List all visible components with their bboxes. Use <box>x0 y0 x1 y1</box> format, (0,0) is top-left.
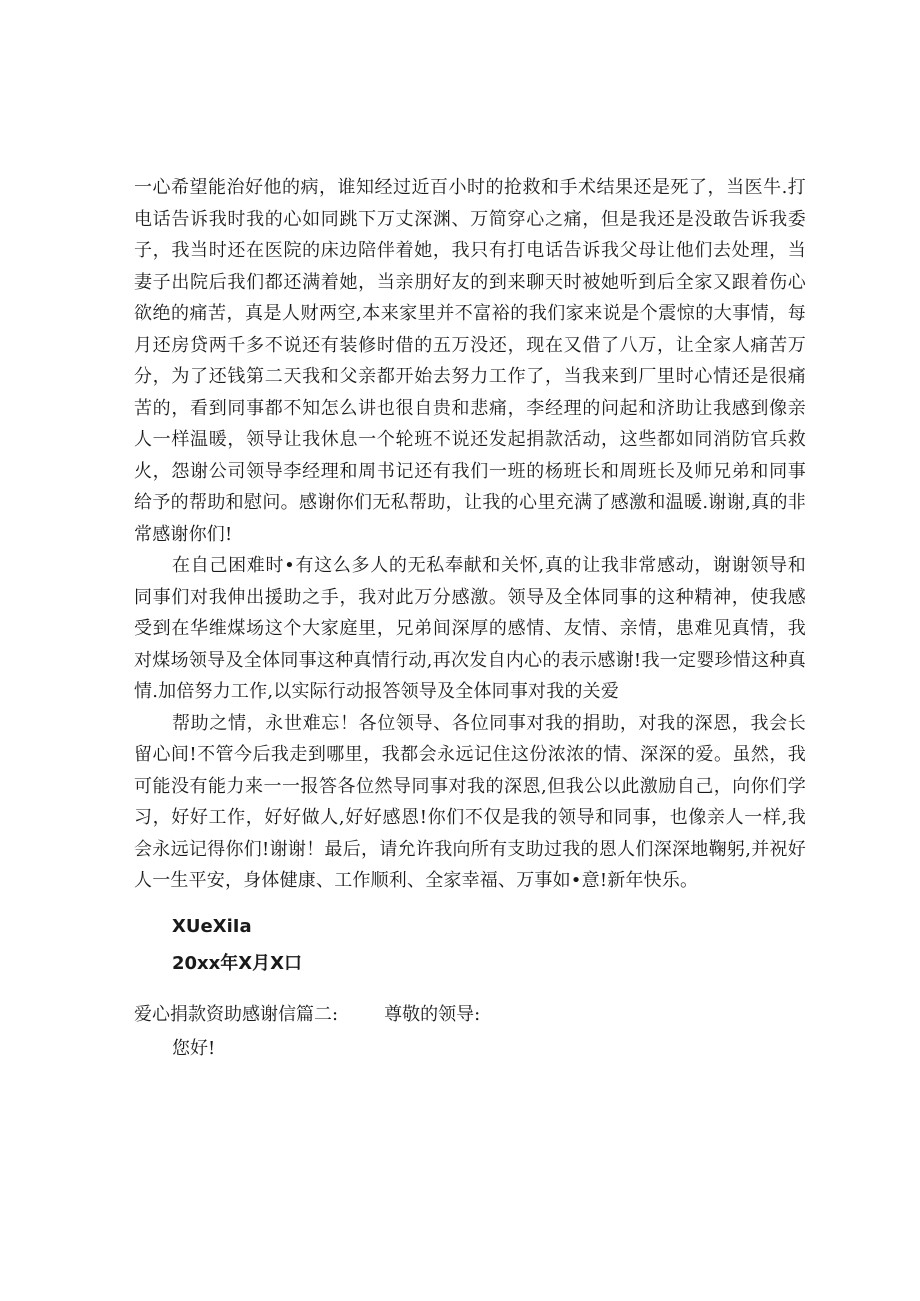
letter-page <box>134 172 806 1064</box>
body-paragraph-1: 一心希望能治好他的病，谁知经过近百小时的抢救和手术结果还是死了，当医牛.打电话告诉我时我的心如同跳下万丈深渊、万简穿心之痛，但是我还是没敢告诉我委子，我当时还在医院的床边陪伴着她，我只有打电话告诉我父母让他们去处理，当妻子出院后我们都还满着她，当亲朋好友的到来聊天时被她听到后全家又跟着伤心欲绝的痛苦，真是人财两空,本来家里并不富裕的我们家来说是个震惊的大事情，每月还房贷两千多不说还有装修时借的五万没还，现在又借了八万，让全家人痛苦万分，为了还钱第二天我和父亲都开始去努力工作了，当我来到厂里时心情还是很痛苦的，看到同事都不知怎么讲也很自贵和悲痛，李经理的问起和济助让我感到像亲人一样温暖，领导让我休息一个轮班不说还发起捐款活动，这些都如同消防官兵救火，怨谢公司领导李经理和周书记还有我们一班的杨班长和周班长及师兄弟和同事给予的帮助和慰问。感谢你们无私帮助，让我的心里充满了感激和温暖.谢谢,真的非常感谢你们! <box>134 177 806 545</box>
body-paragraph-2: 在自己困难时•有这么多人的无私奉献和关怀,真的让我非常感动，谢谢领导和同事们对我伸出援助之手，我对此万分感激。领导及全体同事的这种精神，使我感受到在华维煤场这个大家庭里，兄弟间深厚的感情、友情、亲情，患难见真情，我对煤场领导及全体同事这种真情行动,再次发自内心的表示感谢!我一定婴珍惜这种真情.加倍努力工作,以实际行动报答领导及全体同事对我的关爱 <box>134 555 806 702</box>
signature-name: XUeXiIa <box>172 915 252 937</box>
next-letter-title: 爱心捐款资助感谢信篇二: <box>134 1003 339 1025</box>
signature-date: 20xx年X月X口 <box>172 952 303 974</box>
next-letter-salutation: 尊敬的领导: <box>384 1003 481 1025</box>
next-letter-heading <box>134 1000 806 1030</box>
next-letter-greeting: 您好! <box>172 1037 216 1059</box>
body-paragraph-3: 帮助之情，永世难忘！各位领导、各位同事对我的捐助，对我的深恩，我会长留心间!不管今后我走到哪里，我都会永远记住这份浓浓的情、深深的爱。虽然，我可能没有能力来一一报答各位然导同事对我的深恩,但我公以此激励自己，向你们学习，好好工作，好好做人,好好感恩!你们不仅是我的领导和同事，也像亲人一样,我会永远记得你们!谢谢！最后，请允许我向所有支助过我的恩人们深深地鞠躬,并祝好人一生平安，身体健康、工作顺利、全家幸福、万事如•意!新年快乐。 <box>134 712 806 891</box>
